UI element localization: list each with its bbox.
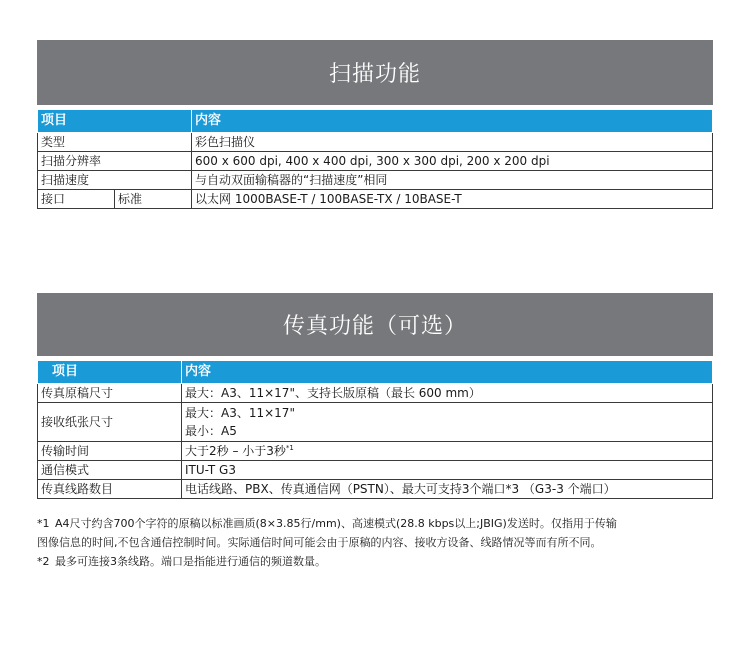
row-label: 传真原稿尺寸	[38, 384, 182, 403]
row-value: 彩色扫描仪	[192, 133, 713, 152]
table-row	[38, 171, 713, 190]
table-row	[38, 403, 713, 442]
footnote-1-continued: 图像信息的时间,不包含通信控制时间。实际通信时间可能会由于原稿的内容、接收方设备、线路情况等而有所不同。	[37, 536, 602, 549]
footnote-2	[37, 552, 717, 571]
row-label: 接口	[38, 190, 115, 209]
footnote-ref: *1	[285, 444, 294, 452]
row-label: 传输时间	[38, 442, 182, 461]
footnote-1	[37, 514, 717, 533]
header-item: 项目	[38, 361, 182, 384]
row-value: 以太网 1000BASE-T / 100BASE-TX / 10BASE-T	[192, 190, 713, 209]
table-row	[38, 190, 713, 209]
fax-table	[37, 356, 713, 499]
footnote-text: 最多可连接3条线路。端口是指能进行通信的频道数量。	[55, 555, 326, 568]
scan-table-header	[38, 110, 713, 133]
row-label: 接收纸张尺寸	[38, 403, 182, 442]
header-item: 项目	[38, 110, 192, 133]
scan-title: 扫描功能	[37, 40, 713, 105]
row-value-text: 大于2秒 – 小于3秒	[185, 444, 286, 458]
table-row	[38, 133, 713, 152]
footnotes	[37, 514, 717, 571]
table-row	[38, 480, 713, 499]
fax-title: 传真功能（可选）	[37, 293, 713, 356]
table-row	[38, 442, 713, 461]
header-content: 内容	[182, 361, 713, 384]
footnote-text: A4尺寸约含700个字符的原稿以标准画质(8×3.85行/mm)、高速模式(28.8 kbps以上;JBIG)发送时。仅指用于传输	[55, 517, 617, 530]
row-label: 扫描分辨率	[38, 152, 192, 171]
table-row	[38, 152, 713, 171]
fax-table-header	[38, 361, 713, 384]
row-value: 600 x 600 dpi, 400 x 400 dpi, 300 x 300 dpi, 200 x 200 dpi	[192, 152, 713, 171]
row-value-line: 最小：A5	[185, 424, 237, 438]
row-value: 与自动双面输稿器的“扫描速度”相同	[192, 171, 713, 190]
table-row	[38, 384, 713, 403]
row-label: 传真线路数目	[38, 480, 182, 499]
row-value	[182, 442, 713, 461]
row-value: 电话线路、PBX、传真通信网（PSTN）、最大可支持3个端口*3 （G3-3 个端口）	[182, 480, 713, 499]
footnote-mark: *2	[37, 555, 50, 568]
row-sublabel: 标准	[115, 190, 192, 209]
row-value	[182, 403, 713, 442]
header-content: 内容	[192, 110, 713, 133]
row-value: 最大：A3、11×17"、支持长版原稿（最长 600 mm）	[182, 384, 713, 403]
table-row	[38, 461, 713, 480]
footnote-mark: *1	[37, 517, 50, 530]
fax-section	[37, 293, 713, 499]
row-label: 扫描速度	[38, 171, 192, 190]
row-label: 通信模式	[38, 461, 182, 480]
row-value: ITU-T G3	[182, 461, 713, 480]
scan-section	[37, 40, 713, 209]
scan-table	[37, 105, 713, 209]
row-label: 类型	[38, 133, 192, 152]
row-value-line: 最大：A3、11×17"	[185, 406, 295, 420]
